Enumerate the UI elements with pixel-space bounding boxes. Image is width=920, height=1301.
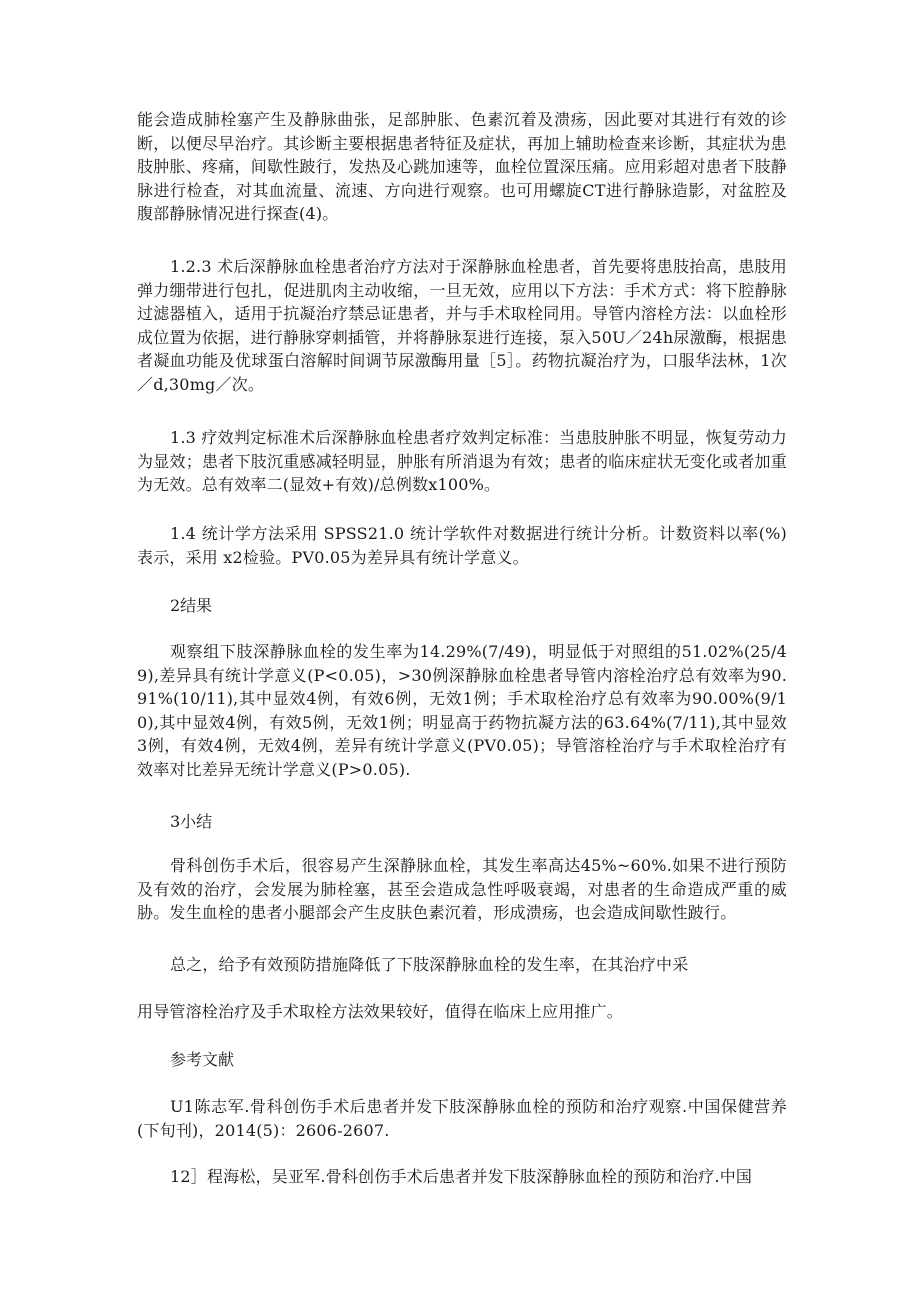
- paragraph-diagnosis: 能会造成肺栓塞产生及静脉曲张，足部肿胀、色素沉着及溃疡，因此要对其进行有效的诊断，以便尽早治疗。其诊断主要根据患者特征及症状，再加上辅助检查来诊断，其症状为患肢肿胀、疼痛，间歇性跛行，发热及心跳加速等，血栓位置深压痛。应用彩超对患者下肢静脉进行检查，对其血流量、流速、方向进行观察。也可用螺旋CT进行静脉造影，对盆腔及腹部静脉情况进行探查(4)。: [137, 110, 787, 223]
- section-heading-results: 2结果: [170, 596, 213, 615]
- reference-item: U1陈志军.骨科创伤手术后患者并发下肢深静脉血栓的预防和治疗观察.中国保健营养(下旬刊)，2014(5)：2606-2607.: [137, 1097, 787, 1140]
- paragraph-summary: 骨科创伤手术后，很容易产生深静脉血栓，其发生率高达45%~60%.如果不进行预防及有效的治疗，会发展为肺栓塞，甚至会造成急性呼吸衰竭，对患者的生命造成严重的威胁。发生血栓的患者小腿部会产生皮肤色素沉着，形成溃疡，也会造成间歇性跛行。: [137, 856, 787, 922]
- paragraph-statistics: 1.4 统计学方法采用 SPSS21.0 统计学软件对数据进行统计分析。计数资料以率(%)表示，采用 x2检验。PV0.05为差异具有统计学意义。: [137, 524, 787, 567]
- paragraph-conclusion-part2: 用导管溶栓治疗及手术取栓方法效果较好，值得在临床上应用推广。: [137, 1002, 624, 1021]
- paragraph-results: 观察组下肢深静脉血栓的发生率为14.29%(7/49)，明显低于对照组的51.02%(25/49),差异具有统计学意义(P<0.05)，>30例深静脉血栓患者导管内溶栓治疗总有效率为90.91%(10/11),其中显效4例，有效6例，无效1例；手术取栓治疗总有效率为90.00%(9/10),其中显效4例，有效5例，无效1例；明显高于药物抗凝方法的63.64%(7/11),其中显效3例，有效4例，无效4例，差异有统计学意义(PV0.05)；导管溶栓治疗与手术取栓治疗有效率对比差异无统计学意义(P>0.05).: [137, 642, 787, 779]
- section-heading-summary: 3小结: [170, 812, 213, 831]
- paragraph-treatment-methods: 1.2.3 术后深静脉血栓患者治疗方法对于深静脉血栓患者，首先要将患肢抬高，患肢用弹力绷带进行包扎，促进肌肉主动收缩，一旦无效，应用以下方法：手术方式：将下腔静脉过滤器植入，适用于抗凝治疗禁忌证患者，并与手术取栓同用。导管内溶栓方法：以血栓形成位置为依据，进行静脉穿刺插管，并将静脉泵进行连接，泵入50U／24h尿激酶，根据患者凝血功能及优球蛋白溶解时间调节尿激酶用量［5］。药物抗凝治疗为，口服华法林，1次／d,30mg／次。: [137, 257, 787, 394]
- paragraph-efficacy-criteria: 1.3 疗效判定标准术后深静脉血栓患者疗效判定标准：当患肢肿胀不明显，恢复劳动力为显效；患者下肢沉重感减轻明显，肿胀有所消退为有效；患者的临床症状无变化或者加重为无效。总有效率二(显效+有效)/总例数x100%。: [137, 428, 787, 494]
- reference-item: 12］程海松，吴亚军.骨科创伤手术后患者并发下肢深静脉血栓的预防和治疗.中国: [170, 1167, 753, 1186]
- section-heading-references: 参考文献: [170, 1050, 235, 1069]
- paragraph-conclusion-part1: 总之，给予有效预防措施降低了下肢深静脉血栓的发生率，在其治疗中采: [170, 955, 689, 974]
